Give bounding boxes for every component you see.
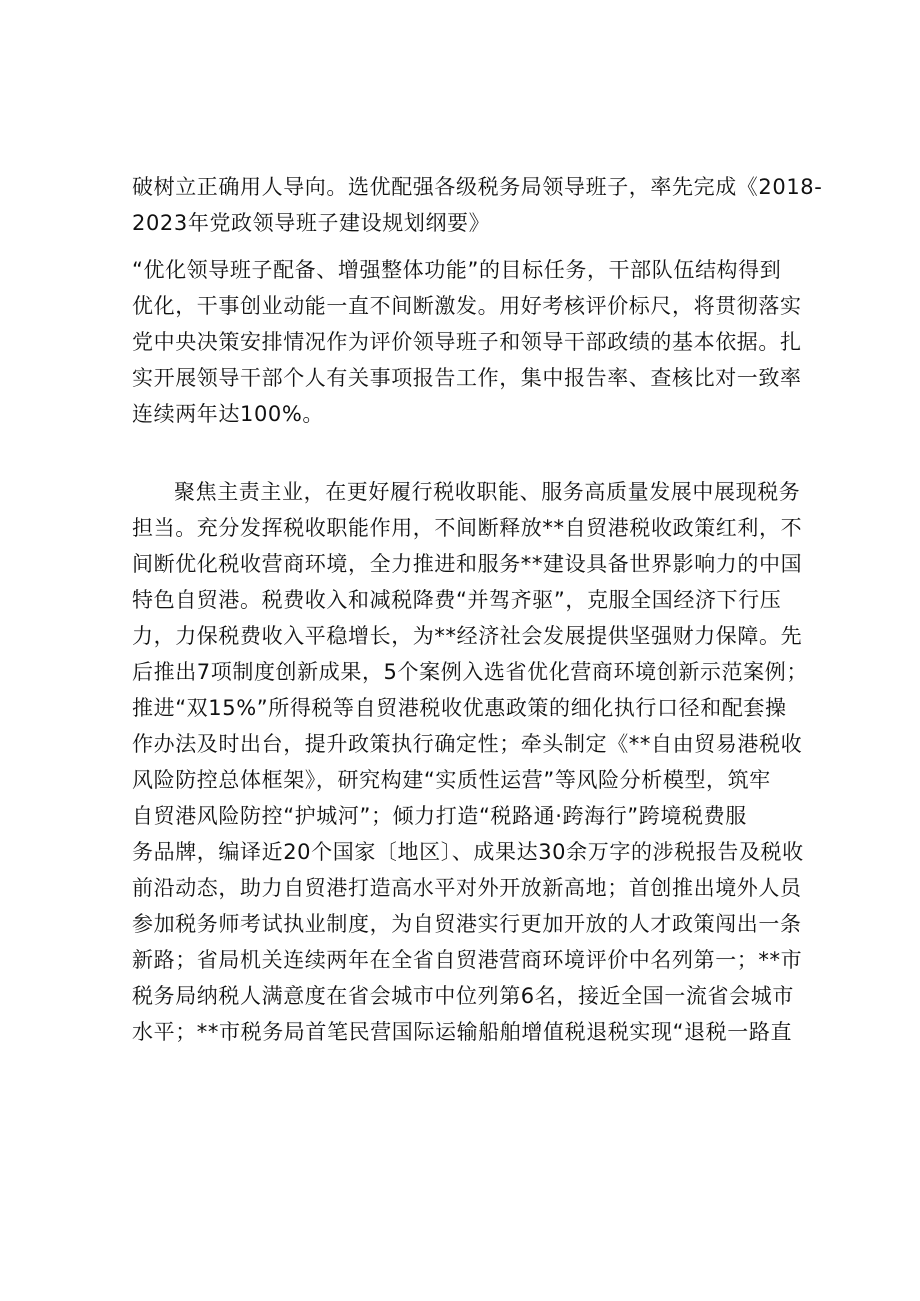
text-line: 实开展领导干部个人有关事项报告工作，集中报告率、查核比对一致率 xyxy=(132,366,802,390)
paragraph-tax-duties xyxy=(132,474,808,1050)
text-line: 推进“双15%”所得税等自贸港税收优惠政策的细化执行口径和配套操 xyxy=(132,696,787,720)
text-line: 务品牌，编译近20个国家〔地区〕、成果达30余万字的涉税报告及税收 xyxy=(132,840,804,864)
text-line: 风险防控总体框架》，研究构建“实质性运营”等风险分析模型，筑牢 xyxy=(132,768,771,792)
text-line: 作办法及时出台，提升政策执行确定性；牵头制定《**自由贸易港税收 xyxy=(132,732,803,756)
paragraph-continuation-top xyxy=(132,169,823,241)
text-line: 力，力保税费收入平稳增长，为**经济社会发展提供坚强财力保障。先 xyxy=(132,624,803,648)
text-line: 间断优化税收营商环境，全力推进和服务**建设具备世界影响力的中国 xyxy=(132,552,803,576)
paragraph-leadership xyxy=(132,252,800,432)
text-line: 水平；**市税务局首笔民营国际运输船舶增值税退税实现“退税一路直 xyxy=(132,1020,793,1044)
text-line: 党中央决策安排情况作为评价领导班子和领导干部政绩的基本依据。扎 xyxy=(132,330,802,354)
text-line: “优化领导班子配备、增强整体功能”的目标任务，干部队伍结构得到 xyxy=(132,258,782,282)
text-line: 参加税务师考试执业制度，为自贸港实行更加开放的人才政策闯出一条 xyxy=(132,912,802,936)
text-line: 税务局纳税人满意度在省会城市中位列第6名，接近全国一流省会城市 xyxy=(132,984,794,1008)
text-line: 新路；省局机关连续两年在全省自贸港营商环境评价中名列第一；**市 xyxy=(132,948,803,972)
text-line: 2023年党政领导班子建设规划纲要》 xyxy=(132,211,491,235)
text-line: 前沿动态，助力自贸港打造高水平对外开放新高地；首创推出境外人员 xyxy=(132,876,802,900)
text-line: 破树立正确用人导向。选优配强各级税务局领导班子，率先完成《2018- xyxy=(132,175,823,199)
text-line: 聚焦主责主业，在更好履行税收职能、服务高质量发展中展现税务 xyxy=(174,480,801,504)
text-line: 自贸港风险防控“护城河”；倾力打造“税路通·跨海行”跨境税费服 xyxy=(132,804,747,828)
text-line: 特色自贸港。税费收入和减税降费“并驾齐驱”，克服全国经济下行压 xyxy=(132,588,782,612)
text-line: 后推出7项制度创新成果，5个案例入选省优化营商环境创新示范案例； xyxy=(132,660,808,684)
text-line: 连续两年达100%。 xyxy=(132,402,325,426)
text-line: 优化，干事创业动能一直不间断激发。用好考核评价标尺，将贯彻落实 xyxy=(132,294,802,318)
text-line: 担当。充分发挥税收职能作用，不间断释放**自贸港税收政策红利，不 xyxy=(132,516,803,540)
